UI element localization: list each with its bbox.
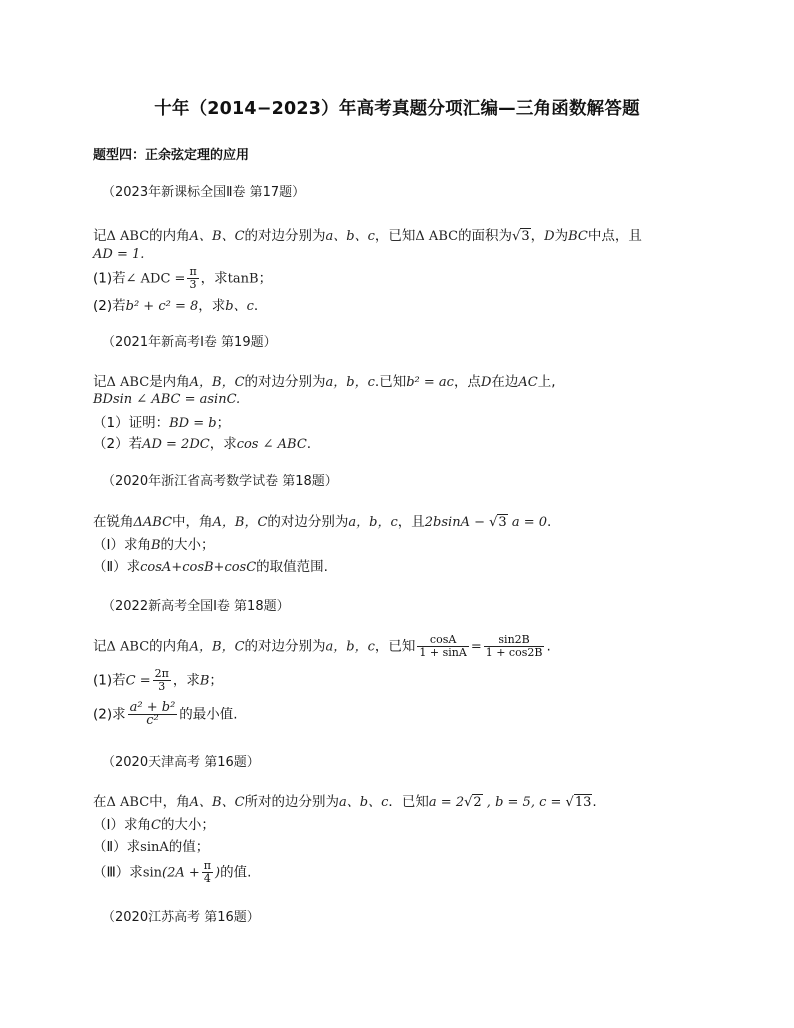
problem-line: (2)求 $\frac{\text{a² + b²}}{\text{c²}}$ 的最小值.	[93, 700, 238, 728]
problem-source: （2022新高考全国Ⅰ卷 第18题）	[102, 599, 290, 614]
sqrt-symbol: √3	[512, 229, 530, 244]
problem-line: （Ⅱ）求cosA+cosB+cosC的取值范围.	[93, 559, 328, 575]
problem-line: （2）若AD = 2DC，求cos ∠ ABC.	[93, 436, 312, 452]
page-title: 十年（2014−2023）年高考真题分项汇编—三角函数解答题	[154, 99, 640, 119]
problem-source: （2023年新课标全国Ⅱ卷 第17题）	[102, 185, 306, 200]
problem-line: （1）证明：BD = b；	[93, 415, 231, 431]
problem-line: 在锐角ΔABC中，角A，B，C的对边分别为a，b，c，且2bsinA − √3 a = 0.	[93, 514, 552, 530]
problem-line: 记Δ ABC是内角A，B，C的对边分别为a，b，c.已知b² = ac，点D在边AC上,	[93, 374, 556, 390]
problem-source: （2020年浙江省高考数学试卷 第18题）	[102, 474, 338, 489]
sqrt-symbol: √3	[489, 515, 507, 530]
fraction: $\frac{\text{a² + b²}}{\text{c²}}$	[129, 700, 176, 728]
problem-line: （Ⅰ）求角B的大小；	[93, 537, 215, 553]
sqrt-symbol: √13	[565, 795, 592, 810]
problem-source: （2021年新高考Ⅰ卷 第19题）	[102, 335, 277, 350]
problem-line: (1)若∠ ADC = $\frac{\pi}{3}$ ，求tanB；	[93, 265, 273, 291]
problem-line: (1)若C = $\frac{2\pi}{3}$ ，求B；	[93, 667, 223, 693]
problem-line: BDsin ∠ ABC = asinC.	[93, 392, 241, 407]
sqrt-symbol: √2	[464, 795, 482, 810]
problem-source: （2020江苏高考 第16题）	[102, 910, 260, 925]
problem-line: （Ⅲ）求sin(2A + $\frac{\pi}{4}$ )的值.	[93, 859, 252, 885]
problem-line: （Ⅰ）求角C的大小；	[93, 817, 215, 833]
problem-line: AD = 1.	[93, 247, 145, 262]
problem-line: 记Δ ABC的内角A、B、C的对边分别为a、b、c，已知Δ ABC的面积为√3，D为BC中点，且	[93, 228, 642, 244]
fraction: $\frac{\sin 2B}{1 + \cos 2B}$	[485, 633, 543, 659]
problem-line: (2)若b² + c² = 8，求b、c.	[93, 298, 259, 314]
fraction: $\frac{\cos A}{1 + \sin A}$	[419, 633, 467, 659]
section-heading: 题型四：正余弦定理的应用	[93, 148, 250, 163]
problem-line: 记Δ ABC的内角A，B，C的对边分别为a，b，c，已知 $\frac{\cos A}{1 + \sin A}$ = $\frac{\sin 2B}{1 + \cos 2B}$ .	[93, 633, 551, 659]
problem-line: （Ⅱ）求sinA的值；	[93, 839, 210, 855]
problem-source: （2020天津高考 第16题）	[102, 755, 260, 770]
fraction: $\frac{\pi}{3}$	[189, 265, 197, 291]
problem-line: 在Δ ABC中，角A、B、C所对的边分别为a、b、c．已知a = 2√2 , b = 5, c = √13.	[93, 794, 597, 810]
fraction: $\frac{2\pi}{3}$	[154, 667, 169, 693]
fraction: $\frac{\pi}{4}$	[203, 859, 212, 885]
